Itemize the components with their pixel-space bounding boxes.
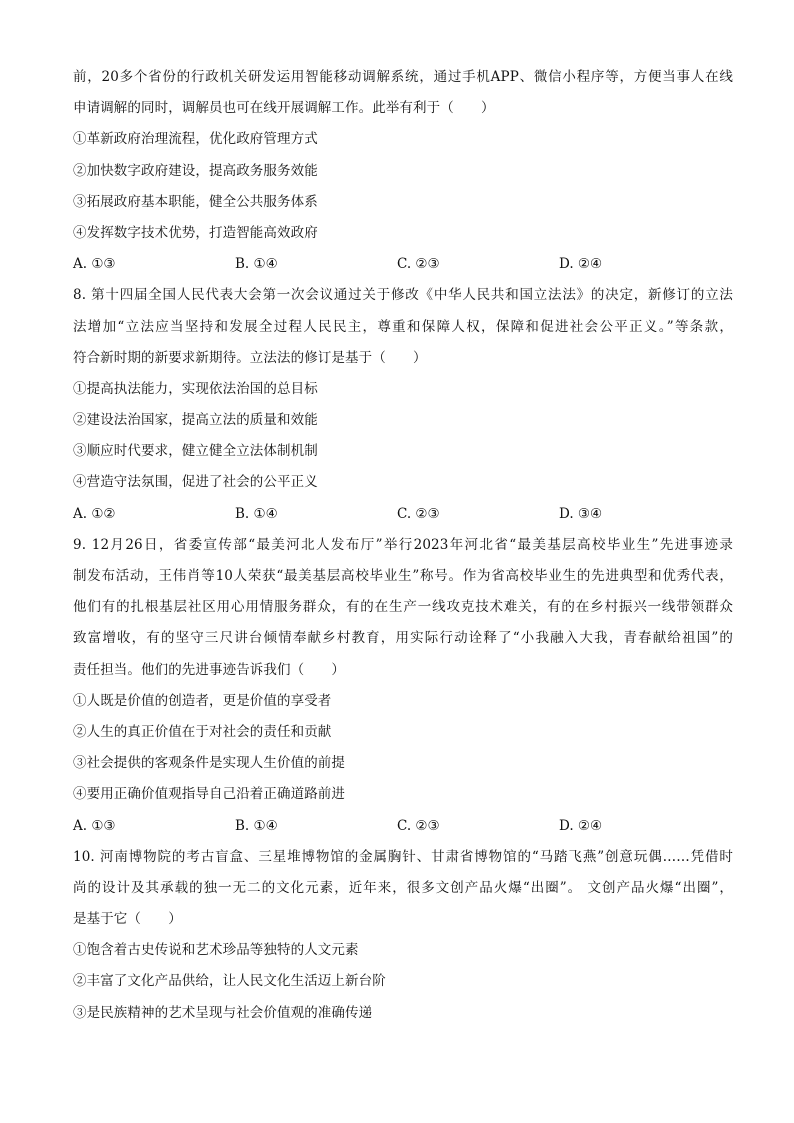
question-7-answer-choices [73, 249, 733, 280]
question-9-option-4: ④要用正确价值观指导自己沿着正确道路前进 [73, 786, 345, 803]
question-9-stem-line: 责任担当。他们的先进事迹告诉我们（ ） [73, 661, 345, 678]
question-10-stem-line: 尚的设计及其承载的独一无二的文化元素，近年来，很多文创产品火爆“出圈”。 文创产品火爆“出圈”， [73, 879, 733, 896]
question-9-answer-choices [73, 811, 733, 842]
exam-page [73, 62, 733, 1029]
answer-choice-a: A. ①③ [73, 817, 116, 834]
question-10-stem-line: 是基于它（ ） [73, 911, 182, 928]
answer-choice-c: C. ②③ [397, 505, 440, 522]
answer-choice-c: C. ②③ [397, 817, 440, 834]
answer-choice-b: B. ①④ [235, 817, 278, 834]
answer-choice-c: C. ②③ [397, 256, 440, 273]
answer-choice-b: B. ①④ [235, 505, 278, 522]
question-8-answer-choices [73, 499, 733, 530]
question-8-stem-line: 法增加“立法应当坚持和发展全过程人民民主，尊重和保障人权，保障和促进社会公平正义。”等条款， [73, 318, 733, 335]
question-8-stem-line: 符合新时期的新要求新期待。立法法的修订是基于（ ） [73, 349, 427, 366]
question-7-stem-line: 申请调解的同时，调解员也可在线开展调解工作。此举有利于（ ） [73, 100, 495, 117]
answer-choice-a: A. ①② [73, 505, 116, 522]
question-7-option-1: ①革新政府治理流程，优化政府管理方式 [73, 131, 318, 148]
question-10-stem-line: 10. 河南博物院的考古盲盒、三星堆博物馆的金属胸针、甘肃省博物馆的“马踏飞燕”创意玩偶……凭借时 [73, 848, 733, 865]
answer-choice-d: D. ②④ [559, 817, 603, 834]
question-9-option-2: ②人生的真正价值在于对社会的责任和贡献 [73, 723, 332, 740]
question-7-option-3: ③拓展政府基本职能，健全公共服务体系 [73, 193, 318, 210]
answer-choice-d: D. ③④ [559, 505, 603, 522]
question-8-option-2: ②建设法治国家，提高立法的质量和效能 [73, 412, 318, 429]
question-8-stem-line: 8. 第十四届全国人民代表大会第一次会议通过关于修改《中华人民共和国立法法》的决定，新修订的立法 [73, 287, 733, 304]
question-9-stem-line: 他们有的扎根基层社区用心用情服务群众，有的在生产一线攻克技术难关，有的在乡村振兴一线带领群众 [73, 599, 733, 616]
answer-choice-a: A. ①③ [73, 256, 116, 273]
question-7-option-4: ④发挥数字技术优势，打造智能高效政府 [73, 224, 318, 241]
question-8 [73, 280, 733, 530]
question-8-option-1: ①提高执法能力，实现依法治国的总目标 [73, 380, 318, 397]
question-9-option-3: ③社会提供的客观条件是实现人生价值的前提 [73, 755, 345, 772]
question-9-option-1: ①人既是价值的创造者，更是价值的享受者 [73, 692, 332, 709]
question-10-option-1: ①饱含着古史传说和艺术珍品等独特的人文元素 [73, 942, 359, 959]
question-10 [73, 842, 733, 1029]
question-9-stem-line: 致富增收，有的坚守三尺讲台倾情奉献乡村教育，用实际行动诠释了“小我融入大我，青春献给祖国”的 [73, 630, 733, 647]
question-10-option-2: ②丰富了文化产品供给，让人民文化生活迈上新台阶 [73, 973, 386, 990]
question-8-option-4: ④营造守法氛围，促进了社会的公平正义 [73, 474, 318, 491]
question-7-stem-line: 前，20多个省份的行政机关研发运用智能移动调解系统，通过手机APP、微信小程序等，方便当事人在线 [73, 69, 733, 85]
question-7-option-2: ②加快数字政府建设，提高政务服务效能 [73, 162, 318, 179]
answer-choice-d: D. ②④ [559, 256, 603, 273]
question-7 [73, 62, 733, 280]
question-9-stem-line: 9. 12月26日，省委宣传部“最美河北人发布厅”举行2023年河北省“最美基层高校毕业生”先进事迹录 [73, 536, 733, 553]
question-9-stem-line: 制发布活动，王伟肖等10人荣获“最美基层高校毕业生”称号。作为省高校毕业生的先进典型和优秀代表， [73, 568, 733, 584]
question-8-option-3: ③顺应时代要求，健立健全立法体制机制 [73, 443, 318, 460]
answer-choice-b: B. ①④ [235, 256, 278, 273]
question-10-option-3: ③是民族精神的艺术呈现与社会价值观的准确传递 [73, 1004, 373, 1021]
question-9 [73, 530, 733, 842]
